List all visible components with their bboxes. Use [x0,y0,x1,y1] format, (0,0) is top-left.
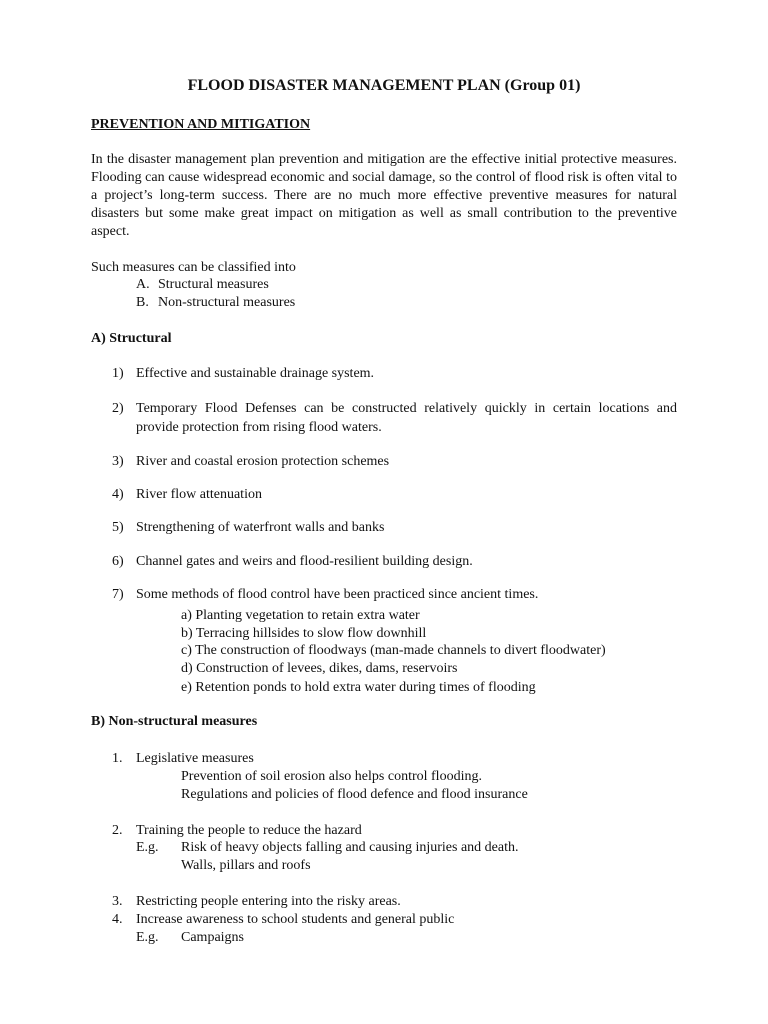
non-structural-item-text: Legislative measures [136,751,254,766]
non-structural-item-text: Restricting people entering into the risky areas. [136,894,401,909]
non-structural-heading: B) Non-structural measures [91,714,258,729]
classified-intro: Such measures can be classified into [91,260,296,275]
structural-sub-item: a) Planting vegetation to retain extra water [181,608,420,623]
structural-item-number: 3) [112,454,124,469]
document-title: FLOOD DISASTER MANAGEMENT PLAN (Group 01) [187,77,581,94]
non-structural-item-number: 1. [112,751,123,766]
prevention-heading: PREVENTION AND MITIGATION [91,117,311,132]
structural-sub-item: d) Construction of levees, dikes, dams, reservoirs [181,661,458,676]
structural-heading: A) Structural [91,331,172,346]
structural-item-text: River flow attenuation [136,487,262,502]
non-structural-item-text: Increase awareness to school students and general public [136,912,455,927]
non-structural-detail: Walls, pillars and roofs [181,858,311,873]
structural-sub-item: e) Retention ponds to hold extra water during times of flooding [181,680,536,695]
non-structural-item-number: 2. [112,823,123,838]
eg-label: E.g. [136,840,159,855]
prevention-paragraph: In the disaster management plan prevention and mitigation are the effective initial protective measures. Flooding can cause widespread economic and social damage, so the control of flood risk is often vital to a project’s long-term success. There are no much more effective preventive measures for natural disasters but some make great impact on mitigation as well as small contribution to the preventive aspect. [91,152,677,239]
non-structural-detail: Prevention of soil erosion also helps control flooding. [181,769,482,784]
structural-item-text: Strengthening of waterfront walls and banks [136,520,385,535]
structural-item-number: 1) [112,366,124,381]
structural-item-text: River and coastal erosion protection schemes [136,454,390,469]
non-structural-detail: Risk of heavy objects falling and causing injuries and death. [181,840,519,855]
structural-item-number: 4) [112,487,124,502]
non-structural-detail: Regulations and policies of flood defence and flood insurance [181,787,528,802]
structural-item-number: 6) [112,554,124,569]
structural-sub-item: c) The construction of floodways (man-made channels to divert floodwater) [181,643,606,658]
structural-item-number: 2) [112,401,124,416]
class-text-a: Structural measures [158,277,269,292]
non-structural-item-number: 4. [112,912,123,927]
class-marker-a: A. [136,277,150,292]
class-text-b: Non-structural measures [158,295,296,310]
class-marker-b: B. [136,295,149,310]
non-structural-detail: Campaigns [181,930,244,945]
structural-item-number: 7) [112,587,124,602]
non-structural-item-number: 3. [112,894,123,909]
structural-item-text: Effective and sustainable drainage system. [136,366,375,381]
non-structural-item-text: Training the people to reduce the hazard [136,823,362,838]
structural-sub-item: b) Terracing hillsides to slow flow downhill [181,626,427,641]
eg-label: E.g. [136,930,159,945]
structural-item-text: Some methods of flood control have been practiced since ancient times. [136,587,539,602]
structural-item-text: Channel gates and weirs and flood-resilient building design. [136,554,473,569]
structural-item-text: Temporary Flood Defenses can be constructed relatively quickly in certain locations and provide protection from rising flood waters. [136,401,677,435]
structural-item-number: 5) [112,520,124,535]
